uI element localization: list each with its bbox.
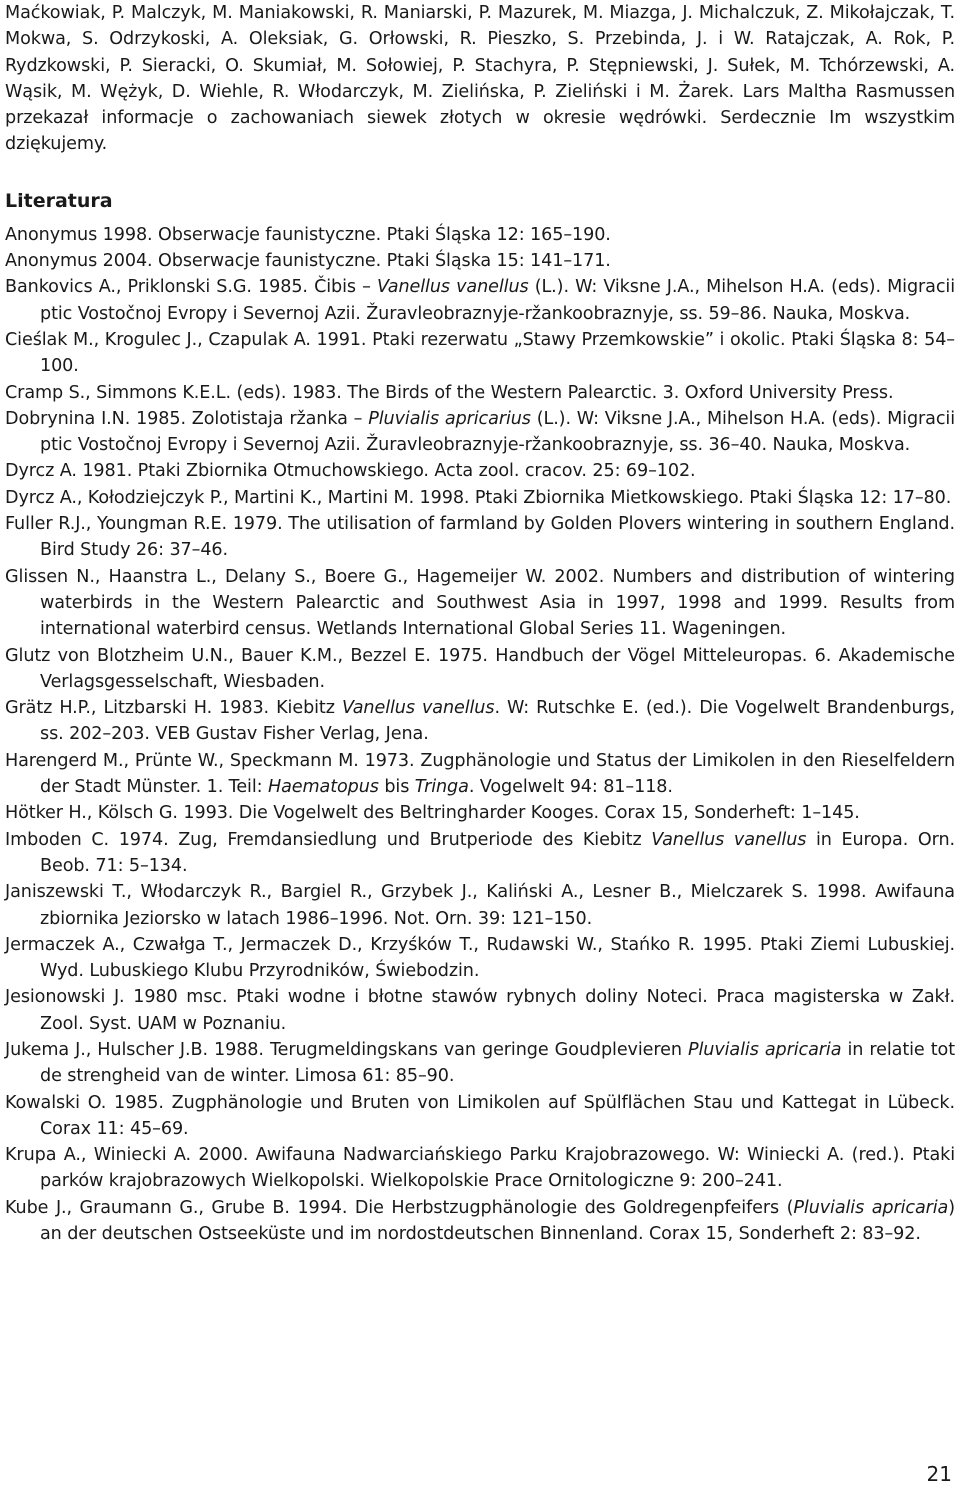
reference-text: Kowalski O. 1985. Zugphänologie und Bruten von Limikolen auf Spülflächen Stau und Kattegat in Lübeck. Corax 11: 45–69. (5, 1092, 955, 1139)
reference-italic-text: Haematopus (267, 777, 379, 798)
reference-italic-text: Vanellus vanellus (341, 698, 495, 719)
page-number: 21 (926, 1462, 952, 1486)
reference-entry (5, 1090, 955, 1143)
reference-entry (5, 1142, 955, 1195)
reference-text: Cieślak M., Krogulec J., Czapulak A. 1991. Ptaki rezerwatu „Stawy Przemkowskie” i okolic. Ptaki Śląska 8: 54–100. (5, 329, 955, 377)
reference-entry (5, 274, 955, 327)
reference-text: . W: Rutschke E. (ed.). Die Vogelwelt Brandenburgs, ss. 202–203. VEB Gustav Fisher Verlag, Jena. (40, 698, 955, 745)
reference-entry (5, 643, 955, 696)
reference-entry (5, 327, 955, 380)
reference-text: (L.). W: Viksne J.A., Mihelson H.A. (eds). Migracii ptic Vostočnoj Evropy i Severnoj Azii. Žuravleobraznyje-ržankoobraznyje, ss. 59–86. Nauka, Moskva. (40, 277, 955, 324)
reference-text: bis (378, 777, 415, 798)
reference-italic-text: Pluvialis apricaria (793, 1197, 949, 1218)
reference-entry (5, 800, 955, 826)
reference-text: Cramp S., Simmons K.E.L. (eds). 1983. The Birds of the Western Palearctic. 3. Oxford University Press. (5, 382, 894, 403)
reference-text: Imboden C. 1974. Zug, Fremdansiedlung und Brutperiode des Kiebitz (5, 829, 652, 850)
reference-entry (5, 248, 955, 274)
reference-text: . Vogelwelt 94: 81–118. (468, 777, 673, 798)
literature-heading: Literatura (5, 189, 113, 212)
reference-entry (5, 984, 955, 1037)
reference-italic-text: Tringa (414, 777, 469, 798)
reference-list (5, 222, 955, 1248)
reference-text: Grätz H.P., Litzbarski H. 1983. Kiebitz (5, 698, 342, 719)
reference-entry (5, 1195, 955, 1248)
reference-entry (5, 1037, 955, 1090)
reference-text: Jermaczek A., Czwałga T., Jermaczek D., Krzyśków T., Rudawski W., Stańko R. 1995. Ptaki Ziemi Lubuskiej. Wyd. Lubuskiego Klubu Przyrodników, Świebodzin. (5, 934, 955, 982)
reference-italic-text: Vanellus vanellus (376, 277, 529, 298)
reference-text: Dyrcz A., Kołodziejczyk P., Martini K., Martini M. 1998. Ptaki Zbiornika Mietkowskiego. Ptaki Śląska 12: 17–80. (5, 487, 952, 508)
document-page (5, 0, 955, 1247)
reference-text: Harengerd M., Prünte W., Speckmann M. 1973. Zugphänologie und Status der Limikolen in den Rieselfeldern der Stadt Münster. 1. Teil: (5, 750, 955, 798)
reference-italic-text: Pluvialis apricarius (368, 408, 531, 429)
reference-text: Bankovics A., Priklonski S.G. 1985. Čibis – (5, 277, 377, 298)
reference-entry (5, 485, 955, 511)
reference-entry (5, 406, 955, 459)
reference-entry (5, 511, 955, 564)
reference-text: Dobrynina I.N. 1985. Zolotistaja ržanka – (5, 408, 369, 429)
reference-text: Krupa A., Winiecki A. 2000. Awifauna Nadwarciańskiego Parku Krajobrazowego. W: Winiecki A. (red.). Ptaki parków krajobrazowych Wielkopolski. Wielkopolskie Prace Ornitologiczne 9: 200–241. (5, 1145, 955, 1192)
reference-entry (5, 564, 955, 643)
reference-text: Glutz von Blotzheim U.N., Bauer K.M., Bezzel E. 1975. Handbuch der Vögel Mitteleuropas. 6. Akademische Verlagsgesselschaft, Wiesbaden. (5, 645, 955, 692)
reference-entry (5, 222, 955, 248)
reference-text: (L.). W: Viksne J.A., Mihelson H.A. (eds). Migracii ptic Vostočnoj Evropy i Severnoj Azii. Žuravleobraznyje-ržankoobraznyje, ss. 36–40. Nauka, Moskva. (40, 408, 955, 456)
reference-entry (5, 748, 955, 801)
reference-text: Anonymus 2004. Obserwacje faunistyczne. Ptaki Śląska 15: 141–171. (5, 251, 611, 272)
reference-entry (5, 380, 955, 406)
reference-entry (5, 879, 955, 932)
reference-text: Kube J., Graumann G., Grube B. 1994. Die Herbstzugphänologie des Goldregenpfeifers ( (5, 1197, 794, 1218)
reference-entry (5, 827, 955, 880)
reference-text: Janiszewski T., Włodarczyk R., Bargiel R., Grzybek J., Kaliński A., Lesner B., Mielczarek S. 1998. Awifauna zbiornika Jeziorsko w latach 1986–1996. Not. Orn. 39: 121–150. (5, 882, 955, 929)
reference-text: Hötker H., Kölsch G. 1993. Die Vogelwelt des Beltringharder Kooges. Corax 15, Sonderheft: 1–145. (5, 803, 860, 824)
reference-text: Glissen N., Haanstra L., Delany S., Boere G., Hagemeijer W. 2002. Numbers and distribution of wintering waterbirds in the Western Palearctic and Southwest Asia in 1997, 1998 and 1999. Results from international waterbird census. Wetlands International Global Series 11. Wageningen. (5, 566, 955, 640)
reference-entry (5, 458, 955, 484)
reference-text: in relatie tot de strengheid van de winter. Limosa 61: 85–90. (40, 1039, 955, 1087)
reference-text: in Europa. Orn. Beob. 71: 5–134. (40, 829, 955, 876)
reference-text: Jukema J., Hulscher J.B. 1988. Terugmeldingskans van geringe Goudplevieren (5, 1039, 688, 1060)
reference-text: Fuller R.J., Youngman R.E. 1979. The utilisation of farmland by Golden Plovers wintering in southern England. Bird Study 26: 37–46. (5, 514, 955, 561)
reference-text: ) an der deutschen Ostseeküste und im nordostdeutschen Binnenland. Corax 15, Sonderheft 2: 83–92. (40, 1197, 955, 1245)
reference-text: Dyrcz A. 1981. Ptaki Zbiornika Otmuchowskiego. Acta zool. cracov. 25: 69–102. (5, 461, 696, 482)
reference-italic-text: Vanellus vanellus (651, 829, 807, 850)
acknowledgements-paragraph: Maćkowiak, P. Malczyk, M. Maniakowski, R. Maniarski, P. Mazurek, M. Miazga, J. Michalczuk, Z. Mikołajczak, T. Mokwa, S. Odrzykoski, A. Oleksiak, G. Orłowski, R. Pieszko, S. Przebinda, J. i W. Ratajczak, A. Rok, P. Rydzkowski, P. Sieracki, O. Skumiał, M. Sołowiej, P. Stachyra, P. Stępniewski, J. Sułek, M. Tchórzewski, A. Wąsik, M. Wężyk, D. Wiehle, R. Włodarczyk, M. Zielińska, P. Zieliński i M. Żarek. Lars Maltha Rasmussen przekazał informacje o zachowaniach siewek złotych w okresie wędrówki. Serdecznie Im wszystkim dziękujemy. (5, 3, 955, 155)
reference-italic-text: Pluvialis apricaria (687, 1039, 842, 1060)
reference-text: Jesionowski J. 1980 msc. Ptaki wodne i błotne stawów rybnych doliny Noteci. Praca magisterska w Zakł. Zool. Syst. UAM w Poznaniu. (5, 987, 955, 1034)
reference-entry (5, 695, 955, 748)
reference-text: Anonymus 1998. Obserwacje faunistyczne. Ptaki Śląska 12: 165–190. (5, 224, 611, 245)
reference-entry (5, 932, 955, 985)
